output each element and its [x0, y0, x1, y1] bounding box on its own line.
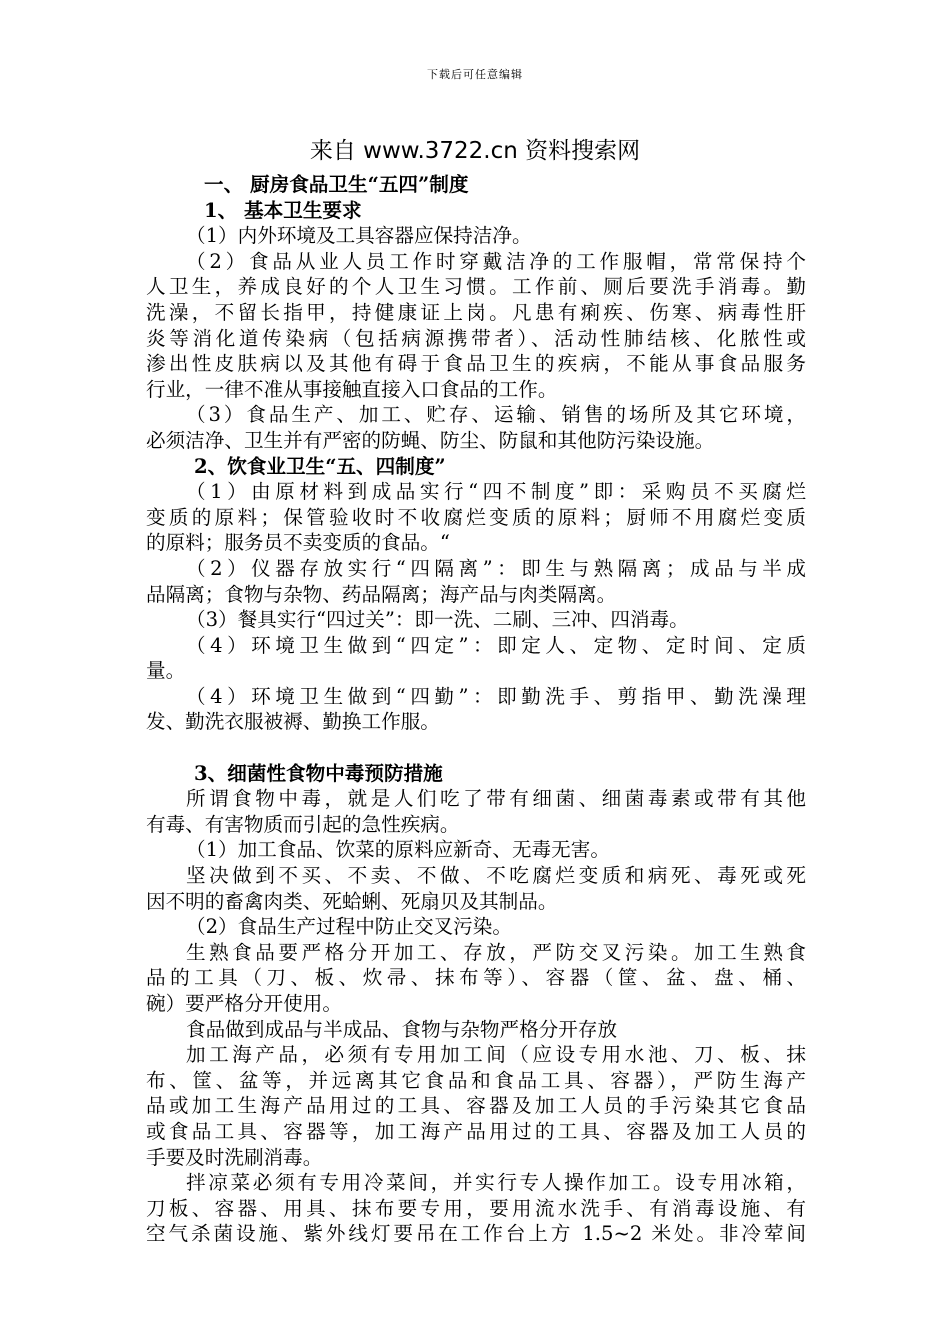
paragraph-line: 变质的原料；保管验收时不收腐烂变质的原料；厨师不用腐烂变质 — [146, 505, 806, 529]
paragraph-line: 拌凉菜必须有专用冷菜间，并实行专人操作加工。设专用冰箱， — [186, 1171, 806, 1195]
paragraph-line: 发、勤洗衣服被褥、勤换工作服。 — [146, 710, 440, 734]
paragraph-line: 刀板、容器、用具、抹布要专用，要用流水洗手、有消毒设施、有 — [146, 1196, 806, 1220]
paragraph-line: 品的工具（刀、板、炊帚、抹布等）、容器（筐、盆、盘、桶、 — [146, 966, 806, 990]
source-banner: 来自 www.3722.cn 资料搜索网 — [309, 138, 641, 164]
paragraph-line: 因不明的畜禽肉类、死蛤蜊、死扇贝及其制品。 — [146, 889, 558, 913]
subsection-heading: 3、细菌性食物中毒预防措施 — [194, 761, 443, 785]
paragraph-line: 空气杀菌设施、紫外线灯要吊在工作台上方 1.5~2 米处。非冷荤间 — [146, 1222, 806, 1246]
subsection-heading: 1、 基本卫生要求 — [204, 198, 362, 222]
paragraph-line: 人卫生，养成良好的个人卫生习惯。工作前、厕后要洗手消毒。勤 — [146, 275, 806, 299]
paragraph-line: （4）环境卫生做到“四勤”：即勤洗手、剪指甲、勤洗澡理 — [186, 684, 806, 708]
paragraph-line: 碗）要严格分开使用。 — [146, 992, 342, 1015]
paragraph-line: 品隔离；食物与杂物、药品隔离；海产品与肉类隔离。 — [146, 582, 617, 606]
paragraph-line: 布、筐、盆等，并远离其它食品和食品工具、容器），严防生海产 — [146, 1068, 806, 1092]
paragraph-line: 量。 — [146, 659, 186, 683]
paragraph-line: （1）加工食品、饮菜的原料应新奇、无毒无害。 — [186, 838, 610, 862]
section-heading: 一、 厨房食品卫生“五四”制度 — [204, 173, 469, 196]
paragraph-line: 洗澡，不留长指甲，持健康证上岗。凡患有痢疾、伤寒、病毒性肝 — [146, 300, 806, 324]
paragraph-line: 坚决做到不买、不卖、不做、不吃腐烂变质和病死、毒死或死 — [186, 864, 806, 888]
paragraph-line: 生熟食品要严格分开加工、存放，严防交叉污染。加工生熟食 — [186, 940, 806, 964]
paragraph-line: （1）内外环境及工具容器应保持洁净。 — [186, 224, 532, 248]
paragraph-line: 炎等消化道传染病（包括病源携带者）、活动性肺结核、化脓性或 — [146, 326, 806, 350]
paragraph-line: 或食品工具、容器等，加工海产品用过的工具、容器及加工人员的 — [146, 1119, 806, 1143]
paragraph-line: 食品做到成品与半成品、食物与杂物严格分开存放 — [186, 1017, 618, 1041]
paragraph-line: 手要及时洗刷消毒。 — [146, 1145, 323, 1169]
blank-line — [146, 735, 806, 761]
paragraph-line: 行业，一律不准从事接触直接入口食品的工作。 — [146, 377, 558, 401]
paragraph-line: （1）由原材料到成品实行“四不制度”即：采购员不买腐烂 — [186, 480, 806, 504]
paragraph-line: （3）餐具实行“四过关”：即一洗、二刷、三冲、四消毒。 — [186, 608, 689, 632]
paragraph-line: 加工海产品，必须有专用加工间（应设专用水池、刀、板、抹 — [186, 1043, 806, 1067]
paragraph-line: 有毒、有害物质而引起的急性疾病。 — [146, 812, 460, 836]
subsection-heading: 2、饮食业卫生“五、四制度” — [194, 454, 446, 478]
paragraph-line: 的原料；服务员不卖变质的食品。“ — [146, 531, 450, 555]
document-body — [146, 172, 806, 1247]
paragraph-line: 渗出性皮肤病以及其他有碍于食品卫生的疾病，不能从事食品服务 — [146, 352, 806, 376]
paragraph-line: （2）食品生产过程中防止交叉污染。 — [186, 915, 512, 939]
paragraph-line: 必须洁净、卫生并有严密的防蝇、防尘、防鼠和其他防污染设施。 — [146, 428, 715, 452]
paragraph-line: 所谓食物中毒，就是人们吃了带有细菌、细菌毒素或带有其他 — [186, 787, 806, 811]
paragraph-line: （2）仪器存放实行“四隔离”：即生与熟隔离；成品与半成 — [186, 556, 806, 580]
paragraph-line: （2）食品从业人员工作时穿戴洁净的工作服帽，常常保持个 — [186, 249, 806, 273]
paragraph-line: （4）环境卫生做到“四定”：即定人、定物、定时间、定质 — [186, 633, 806, 657]
paragraph-line: （3）食品生产、加工、贮存、运输、销售的场所及其它环境， — [186, 403, 806, 427]
paragraph-line: 品或加工生海产品用过的工具、容器及加工人员的手污染其它食品 — [146, 1094, 806, 1118]
header-note: 下载后可任意编辑 — [427, 68, 523, 81]
